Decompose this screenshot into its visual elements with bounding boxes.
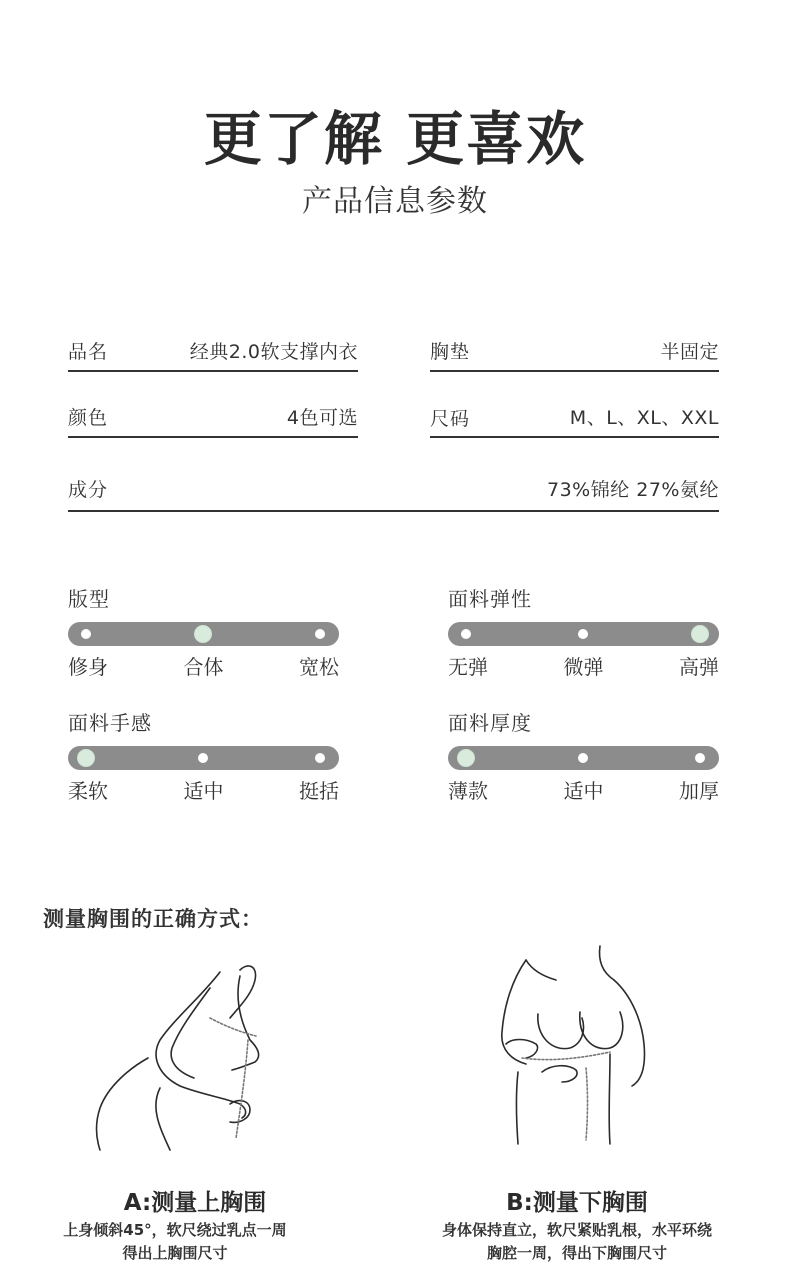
figure-a-caption: A:测量上胸围 [123, 1190, 267, 1216]
figure-b-illustration [482, 940, 682, 1148]
measure-heading: 测量胸围的正确方式： [43, 907, 263, 931]
figure-a-description [20, 1219, 330, 1265]
scale-dot [81, 629, 91, 639]
spec-label: 品名 [68, 341, 109, 363]
arm-inner-outline [171, 988, 210, 1078]
scale-track [68, 622, 339, 646]
left-breast-outline [538, 1014, 584, 1049]
figure-b-description-line: 胸腔一周，得出下胸围尺寸 [486, 1244, 667, 1262]
scale-labels [448, 775, 719, 801]
scale-dot-selected [77, 749, 95, 767]
scale-title: 版型 [68, 587, 110, 611]
tape-outline [210, 1018, 256, 1036]
page-subtitle: 产品信息参数 [302, 184, 488, 219]
spec-value: 经典2.0软支撑内衣 [189, 341, 358, 363]
spec-label: 尺码 [430, 408, 471, 430]
scale-dot [578, 753, 588, 763]
scale-dot [315, 629, 325, 639]
spec-row-color [68, 404, 358, 438]
spec-value: M、L、XL、XXL [569, 407, 719, 429]
hip-outline [97, 1058, 148, 1150]
tape-hanging-outline [586, 1068, 588, 1140]
spec-row-size [430, 404, 719, 438]
scale-dot [695, 753, 705, 763]
left-shoulder-outline [526, 960, 556, 980]
scale-dot [198, 753, 208, 763]
scale-option: 柔软 [68, 779, 108, 803]
scale-track [448, 746, 719, 770]
spec-label: 成分 [68, 478, 109, 501]
scale-dot [578, 629, 588, 639]
scale-dot [461, 629, 471, 639]
torso-left-outline [517, 1072, 519, 1144]
scale-option: 微弹 [563, 655, 604, 679]
spec-row-material [68, 472, 719, 512]
scale-option: 加厚 [679, 779, 719, 803]
scale-dot-selected [194, 625, 212, 643]
scale-hand-feel [68, 707, 339, 807]
scale-option: 薄款 [448, 779, 488, 803]
arm-outline [156, 972, 246, 1118]
scale-thickness [448, 707, 719, 807]
back-outline [230, 966, 256, 1018]
right-shoulder-outline [600, 946, 614, 980]
spec-value: 半固定 [660, 341, 719, 363]
scale-option: 宽松 [299, 655, 339, 679]
right-arm-outline [614, 980, 645, 1086]
figure-a-illustration [90, 958, 280, 1153]
left-arm-outline [502, 960, 526, 1064]
scale-labels [448, 651, 719, 677]
scale-option: 修身 [68, 655, 108, 679]
figure-b-description [412, 1219, 742, 1265]
torso-right-outline [609, 1054, 610, 1144]
figure-b-caption: B:测量下胸围 [506, 1190, 648, 1216]
scale-option: 挺括 [299, 779, 339, 803]
figure-b-description-line: 身体保持直立，软尺紧贴乳根，水平环绕 [441, 1221, 712, 1239]
figure-a-description-line: 上身倾斜45°，软尺绕过乳点一周 [63, 1221, 287, 1239]
scale-labels [68, 651, 339, 677]
bust-outline [232, 976, 259, 1070]
page-title: 更了解 更喜欢 [203, 105, 587, 173]
scale-track [68, 746, 339, 770]
spec-row-name [68, 338, 358, 372]
tape-hanging-outline [236, 1040, 248, 1138]
scale-title: 面料厚度 [448, 711, 532, 735]
spec-label: 颜色 [68, 407, 109, 429]
scale-dot [315, 753, 325, 763]
scale-option: 无弹 [448, 655, 488, 679]
scale-option: 高弹 [679, 655, 719, 679]
spec-value: 73%锦纶 27%氨纶 [546, 478, 719, 501]
scale-dot-selected [457, 749, 475, 767]
leg-outline [156, 1088, 170, 1150]
right-hand-outline [542, 1066, 577, 1082]
spec-value: 4色可选 [286, 407, 358, 429]
scale-option: 适中 [563, 779, 604, 803]
scale-elasticity [448, 583, 719, 683]
spec-label: 胸垫 [430, 341, 471, 363]
spec-row-pad [430, 338, 719, 372]
figure-a-description-line: 得出上胸围尺寸 [122, 1244, 228, 1262]
right-breast-outline [580, 1012, 623, 1049]
scale-option: 合体 [183, 655, 224, 679]
scale-title: 面料手感 [68, 711, 152, 735]
scale-track [448, 622, 719, 646]
scale-labels [68, 775, 339, 801]
scale-title: 面料弹性 [448, 587, 532, 611]
scale-fit [68, 583, 339, 683]
scale-option: 适中 [183, 779, 224, 803]
scale-dot-selected [691, 625, 709, 643]
